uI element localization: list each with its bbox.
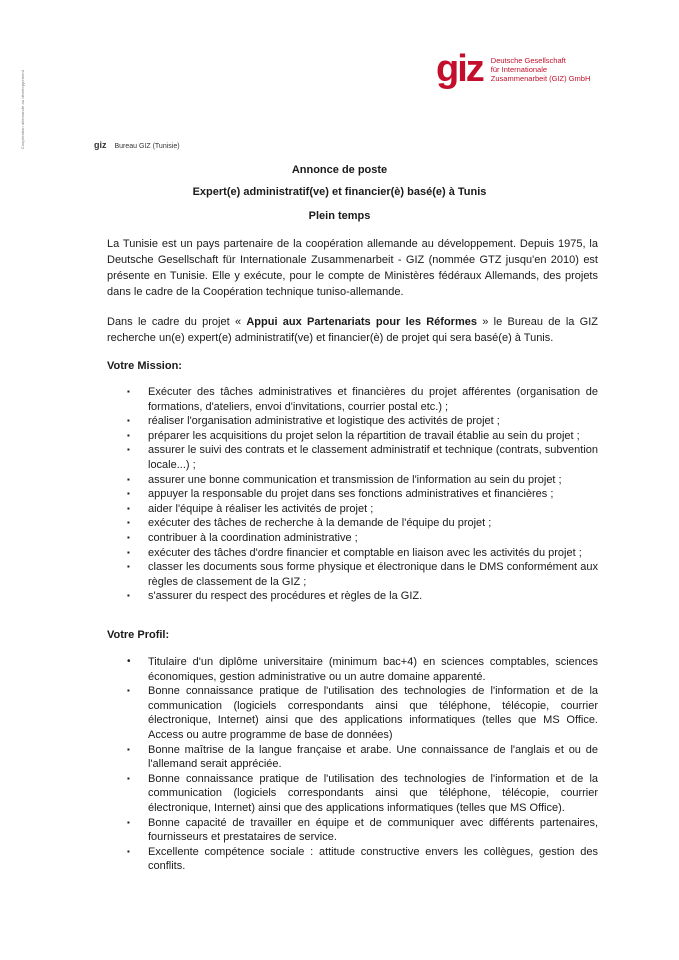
- logo-line: Zusammenarbeit (GIZ) GmbH: [490, 73, 591, 83]
- bullet-icon: ▪: [127, 846, 130, 856]
- mission-list: [107, 385, 598, 604]
- list-item: [107, 589, 598, 604]
- bullet-icon: ▪: [127, 474, 130, 484]
- list-item-text: Bonne connaissance pratique de l'utilisation des technologies de l'information et de la communication (logiciels correspondants ainsi que téléphone, télécopie, courrier électronique, Internet) ainsi que des applications informatiques (telles que MS Office).: [148, 772, 598, 814]
- list-item: [107, 684, 598, 742]
- list-item: [107, 516, 598, 531]
- list-item-text: exécuter des tâches de recherche à la demande de l'équipe du projet ;: [148, 517, 492, 530]
- list-item-text: réaliser l'organisation administrative et logistique des activités de projet ;: [148, 415, 500, 428]
- profil-list: [107, 655, 598, 874]
- title-annonce: Annonce de poste: [291, 164, 388, 176]
- list-item-text: Titulaire d'un diplôme universitaire (minimum bac+4) en sciences comptables, sciences économiques, gestion administrative ou un autre domaine apparenté.: [148, 656, 598, 683]
- bullet-icon: ▪: [127, 817, 130, 827]
- list-item-text: assurer une bonne communication et transmission de l'information au sein du projet ;: [148, 473, 562, 486]
- list-item: [107, 443, 598, 472]
- list-item: [107, 845, 598, 874]
- logo-line: Deutsche Gesellschaft: [490, 55, 566, 65]
- list-item-text: Excellente compétence sociale : attitude constructive envers les collègues, gestion des conflits.: [148, 845, 598, 873]
- list-item-text: s'assurer du respect des procédures et règles de la GIZ.: [148, 590, 423, 603]
- list-item: [107, 473, 598, 488]
- list-item-text: Bonne connaissance pratique de l'utilisation des technologies de l'information et de la communication (logiciels correspondants ainsi que téléphone, télécopie, courrier électronique, Internet) ainsi que des applications informatiques (telles que MS Office. Access ou autre programme de base de données): [148, 685, 598, 741]
- list-item: [107, 502, 598, 517]
- bureau-giz: giz: [94, 140, 107, 150]
- list-item-text: contribuer à la coordination administrative ;: [148, 531, 358, 544]
- list-item: [107, 560, 598, 589]
- title-temps: Plein temps: [308, 210, 371, 222]
- list-item: [107, 743, 598, 772]
- intro-paragraph: La Tunisie est un pays partenaire de la coopération allemande au développement. Depuis 1975, la Deutsche Gesellschaft für Internationale Zusammenarbeit - GIZ (nommée GTZ jusqu'en 2010) est présente en Tunisie. Elle y exécute, pour le compte de Ministères fédéraux Allemands, des projets dans le cadre de la Coopération technique tuniso-allemande.: [107, 238, 598, 298]
- bullet-icon: ▪: [127, 686, 130, 696]
- list-item: [107, 546, 598, 561]
- list-item-text: appuyer la responsable du projet dans ses fonctions administratives et financières ;: [148, 488, 554, 501]
- bullet-icon: ▪: [127, 430, 130, 440]
- list-item-text: exécuter des tâches d'ordre financier et comptable en liaison avec les activités du projet ;: [148, 546, 582, 559]
- bullet-icon: ▪: [127, 387, 130, 396]
- list-item-text: classer les documents sous forme physique et électronique dans le DMS conformément aux règles de classement de la GIZ ;: [148, 561, 598, 588]
- mission-heading: Votre Mission:: [107, 360, 182, 372]
- list-item-text: aider l'équipe à réaliser les activités de projet ;: [148, 502, 374, 515]
- bullet-icon: ▪: [127, 562, 130, 572]
- bullet-icon: ▪: [127, 547, 130, 557]
- list-item: [107, 429, 598, 444]
- bullet-icon: ▪: [127, 532, 130, 542]
- bullet-icon: ▪: [127, 489, 130, 499]
- bureau-line: [94, 140, 180, 150]
- bullet-icon: ▪: [127, 445, 130, 455]
- list-item-text: Bonne capacité de travailler en équipe et de communiquer avec différents partenaires, fournisseurs et prestataires de service.: [148, 816, 598, 844]
- list-item: [107, 772, 598, 816]
- logo-text: [491, 56, 591, 83]
- bureau-label: Bureau GIZ (Tunisie): [114, 143, 180, 150]
- bullet-icon: •: [127, 656, 131, 667]
- logo-mark: giz: [436, 48, 483, 90]
- list-item: [107, 414, 598, 429]
- list-item-text: préparer les acquisitions du projet selon la répartition de travail établie au sein du projet ;: [148, 429, 580, 442]
- giz-logo: [436, 50, 590, 88]
- list-item-text: Exécuter des tâches administratives et financières du projet afférentes (organisation de formations, d'ateliers, envoi d'invitations, courrier postal etc.) ;: [148, 386, 598, 413]
- bullet-icon: ▪: [127, 744, 130, 754]
- list-item-text: assurer le suivi des contrats et le classement administratif et technique (contrats, subvention locale...) ;: [148, 444, 598, 471]
- bullet-icon: ▪: [127, 518, 130, 528]
- project-name: Appui aux Partenariats pour les Réformes: [246, 316, 477, 328]
- bullet-icon: ▪: [127, 503, 130, 513]
- bullet-icon: ▪: [127, 591, 130, 601]
- side-note: Coopération allemande au développement: [20, 70, 25, 150]
- project-paragraph: [107, 314, 598, 346]
- project-after: » le Bureau de la GIZ recherche un(e) expert(e) administratif(ve) et financier(è) de projet qui sera basé(e) à Tunis.: [107, 316, 598, 344]
- logo-line: für Internationale: [490, 64, 548, 74]
- bullet-icon: ▪: [127, 416, 130, 426]
- project-before: Dans le cadre du projet «: [107, 316, 247, 328]
- list-item: [107, 385, 598, 414]
- list-item: [107, 487, 598, 502]
- list-item: [107, 816, 598, 845]
- list-item-text: Bonne maîtrise de la langue française et arabe. Une connaissance de l'anglais et ou de l'allemand serait appréciée.: [148, 743, 598, 771]
- bullet-icon: ▪: [127, 773, 130, 783]
- profil-heading: Votre Profil:: [107, 629, 170, 641]
- list-item: [107, 531, 598, 546]
- list-item: [107, 655, 598, 684]
- title-poste: Expert(e) administratif(ve) et financier(è) basé(e) à Tunis: [192, 186, 487, 198]
